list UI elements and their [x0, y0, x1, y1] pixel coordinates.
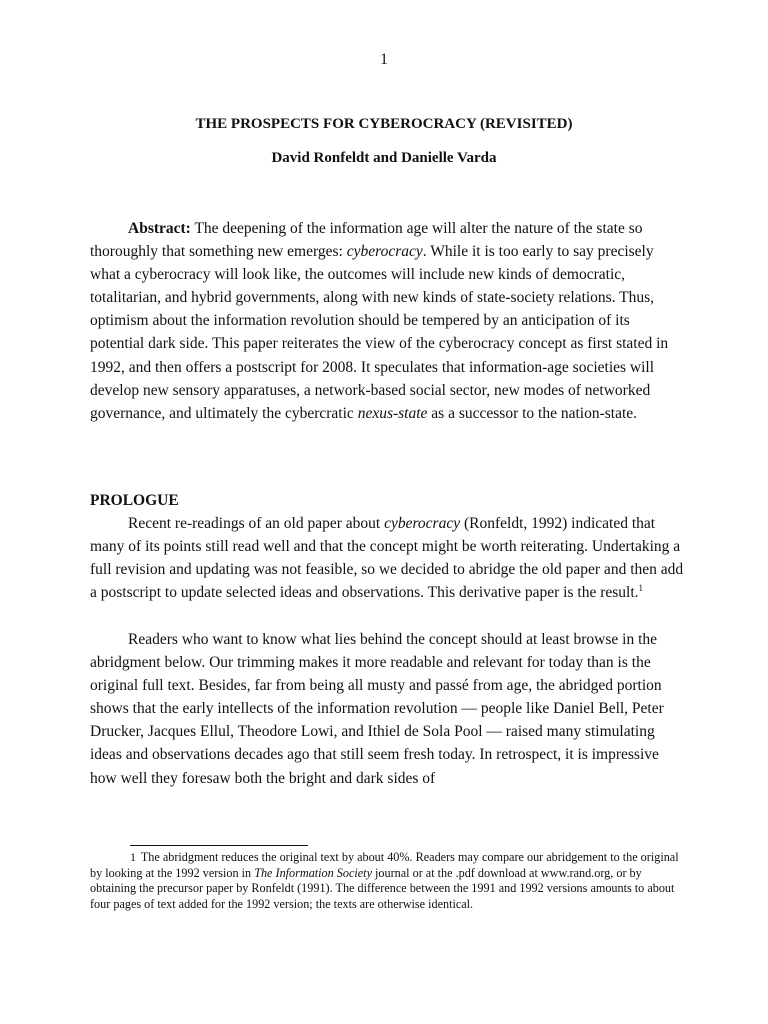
- abstract-term-cyberocracy: cyberocracy: [346, 243, 423, 261]
- paper-authors: David Ronfeldt and Danielle Varda: [271, 150, 497, 166]
- abstract-label: Abstract:: [128, 220, 191, 237]
- prologue-paragraph-1: [90, 512, 686, 604]
- abstract-paragraph: [90, 217, 686, 425]
- footnote-mark: 1: [130, 850, 136, 864]
- prologue-paragraph-2: Readers who want to know what lies behind the concept should at least browse in the abridgment below. Our trimming makes it more readable and relevant for today than is the original full text. Besides, far from being all musty and passé from age, the abridged portion shows that the early intellects of the information revolution — people like Daniel Bell, Peter Drucker, Jacques Ellul, Theodore Lowi, and Ithiel de Sola Pool — raised many stimulating ideas and observations decades ago that still seem fresh today. In retrospect, it is impressive how well they foresaw both the bright and dark sides of: [90, 631, 664, 787]
- prologue-p1-text-a: Recent re-readings of an old paper about: [128, 515, 385, 532]
- abstract-text-1: The deepening of the information age will alter the nature of the state so thoroughly that something new emerges:: [90, 220, 643, 261]
- page-number: 1: [380, 51, 388, 68]
- abstract-term-nexus-state: nexus-state: [357, 404, 428, 422]
- prologue-heading: PROLOGUE: [90, 492, 179, 509]
- footnote-1: [90, 850, 680, 912]
- footnote-text-a: The abridgment reduces the original text by about 40%. Readers may compare our abridgement to the original by looking at the 1992 version in: [90, 850, 679, 880]
- abstract-text-2: . While it is too early to say precisely what a cyberocracy will look like, the outcomes will include new kinds of democratic, totalitarian, and hybrid governments, along with new kinds of state-society relations. Thus, optimism about the information revolution should be tempered by an anticipation of its potential dark side. This paper reiterates the view of the cyberocracy concept as first stated in 1992, and then offers a postscript for 2008. It speculates that information-age societies will develop new sensory apparatuses, a network-based social sector, new modes of networked governance, and ultimately the cybercratic: [90, 243, 669, 422]
- prologue-p1-text-b: (Ronfeldt, 1992) indicated that many of its points still read well and that the concept might be worth reiterating. Undertaking a full revision and updating was not feasible, so we decided to abridge the old paper and then add a postscript to update selected ideas and observations. This derivative paper is the result.: [90, 515, 684, 602]
- prologue-term-cyberocracy: cyberocracy: [384, 515, 461, 532]
- paper-title: THE PROSPECTS FOR CYBEROCRACY (REVISITED): [195, 116, 573, 132]
- footnote-reference-1: 1: [638, 583, 644, 594]
- footnote-divider: [130, 845, 308, 846]
- footnote-text-b: journal or at the .pdf download at www.rand.org, or by obtaining the precursor paper by Ronfeldt (1991). The difference between the 1991 and 1992 versions amounts to about four pages of text added for the 1992 version; the texts are otherwise identical.: [90, 865, 675, 911]
- abstract-text-3: as a successor to the nation-state.: [427, 404, 638, 422]
- footnote-journal-title: The Information Society: [254, 865, 372, 880]
